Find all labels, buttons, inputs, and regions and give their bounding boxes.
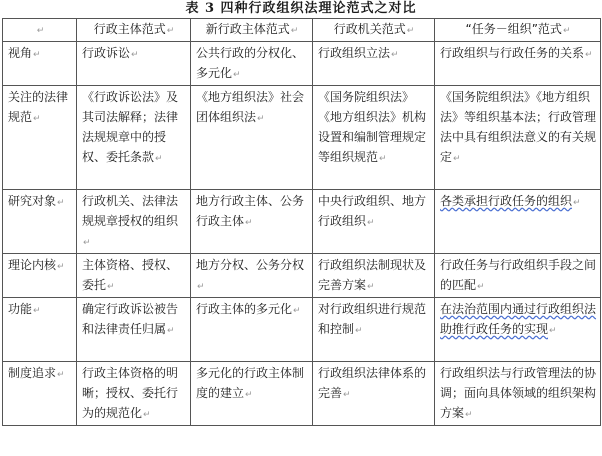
table-cell: 行政诉讼↵ [77, 42, 191, 86]
paragraph-mark: ↵ [57, 262, 65, 272]
table-cell: 行政组织法制现状及完善方案↵ [313, 254, 435, 298]
table-row [3, 362, 601, 426]
row-label: 功能↵ [3, 298, 77, 362]
table-cell: 《地方组织法》社会团体组织法↵ [191, 86, 313, 190]
row-label: 制度追求↵ [3, 362, 77, 426]
paragraph-mark: ↵ [57, 198, 65, 208]
paragraph-mark: ↵ [166, 26, 175, 36]
paragraph-mark: ↵ [406, 26, 415, 36]
header-label: 新行政主体范式 [205, 22, 290, 36]
underlined-text: 各类承担行政任务的组织 [440, 194, 573, 208]
paragraph-mark: ↵ [585, 50, 593, 60]
row-label: 视角↵ [3, 42, 77, 86]
table-cell: 行政组织立法↵ [313, 42, 435, 86]
paragraph-mark: ↵ [33, 306, 41, 316]
row-label: 理论内核↵ [3, 254, 77, 298]
table-cell: 中央行政组织、地方行政组织↵ [313, 190, 435, 254]
table-row [3, 298, 601, 362]
header-label: 行政主体范式 [93, 22, 166, 36]
paragraph-mark: ↵ [573, 198, 581, 208]
table-cell: 地方行政主体、公务行政主体↵ [191, 190, 313, 254]
table-row [3, 42, 601, 86]
table-row [3, 86, 601, 190]
underlined-text: 在法治范围内通过行政组织法助推行政任务的实现 [440, 302, 597, 336]
header-cell-organ-paradigm [313, 19, 435, 42]
table-cell: 《国务院组织法》《地方组织法》机构设置和编制管理规定等组织规范↵ [313, 86, 435, 190]
table-cell: 地方分权、公务分权↵ [191, 254, 313, 298]
paragraph-mark: ↵ [57, 370, 65, 380]
paragraph-mark: ↵ [36, 26, 45, 36]
header-cell-subject-paradigm [77, 19, 191, 42]
paragraph-mark: ↵ [453, 154, 461, 164]
table-cell [435, 298, 601, 362]
header-label: “任务－组织”范式 [465, 22, 562, 36]
table-cell: 行政组织法律体系的完善↵ [313, 362, 435, 426]
paragraph-mark: ↵ [293, 306, 301, 316]
header-cell-new-subject-paradigm [191, 19, 313, 42]
table-cell: 对行政组织进行规范和控制↵ [313, 298, 435, 362]
header-cell-empty [3, 19, 77, 42]
table-cell [435, 190, 601, 254]
paragraph-mark: ↵ [290, 26, 299, 36]
table-cell: 多元化的行政主体制度的建立↵ [191, 362, 313, 426]
paragraph-mark: ↵ [233, 70, 241, 80]
paragraph-mark: ↵ [167, 326, 175, 336]
table-title: 表 3 四种行政组织法理论范式之对比 [185, 1, 417, 16]
table-row [3, 254, 601, 298]
paragraph-mark: ↵ [355, 326, 363, 336]
paragraph-mark: ↵ [197, 282, 205, 292]
table-cell: 主体资格、授权、委托↵ [77, 254, 191, 298]
table-cell: 行政主体资格的明晰；授权、委托行为的规范化↵ [77, 362, 191, 426]
paragraph-mark: ↵ [367, 218, 375, 228]
paragraph-mark: ↵ [155, 154, 163, 164]
table-cell: 行政任务与行政组织手段之间的匹配↵ [435, 254, 601, 298]
table-cell: 行政组织法与行政管理法的协调；面向具体领域的组织架构方案↵ [435, 362, 601, 426]
paragraph-mark: ↵ [33, 50, 41, 60]
header-label: 行政机关范式 [333, 22, 406, 36]
table-cell: 《行政诉讼法》及其司法解释；法律法规规章中的授权、委托条款↵ [77, 86, 191, 190]
paragraph-mark: ↵ [379, 154, 387, 164]
table-cell: 行政组织与行政任务的关系↵ [435, 42, 601, 86]
row-label: 研究对象↵ [3, 190, 77, 254]
header-cell-task-org-paradigm [435, 19, 601, 42]
paragraph-mark: ↵ [391, 50, 399, 60]
paragraph-mark: ↵ [367, 282, 375, 292]
row-label: 关注的法律规范↵ [3, 86, 77, 190]
paragraph-mark: ↵ [83, 238, 91, 248]
paragraph-mark: ↵ [477, 282, 485, 292]
table-cell: 行政机关、法律法规规章授权的组织↵ [77, 190, 191, 254]
table-cell: 确定行政诉讼被告和法律责任归属↵ [77, 298, 191, 362]
paragraph-mark: ↵ [245, 218, 253, 228]
paragraph-mark: ↵ [131, 50, 139, 60]
table-cell: 公共行政的分权化、多元化↵ [191, 42, 313, 86]
table-cell: 《国务院组织法》《地方组织法》等组织基本法；行政管理法中具有组织法意义的有关规定↵ [435, 86, 601, 190]
paragraph-mark: ↵ [343, 390, 351, 400]
paragraph-mark: ↵ [107, 282, 115, 292]
table-cell: 行政主体的多元化↵ [191, 298, 313, 362]
paragraph-mark: ↵ [33, 114, 41, 124]
header-row [3, 19, 601, 42]
paragraph-mark: ↵ [562, 26, 571, 36]
paragraph-mark: ↵ [549, 326, 557, 336]
table-row [3, 190, 601, 254]
paragraph-mark: ↵ [257, 114, 265, 124]
comparison-table [2, 18, 601, 426]
paragraph-mark: ↵ [245, 390, 253, 400]
paragraph-mark: ↵ [143, 410, 151, 420]
paragraph-mark: ↵ [465, 410, 473, 420]
